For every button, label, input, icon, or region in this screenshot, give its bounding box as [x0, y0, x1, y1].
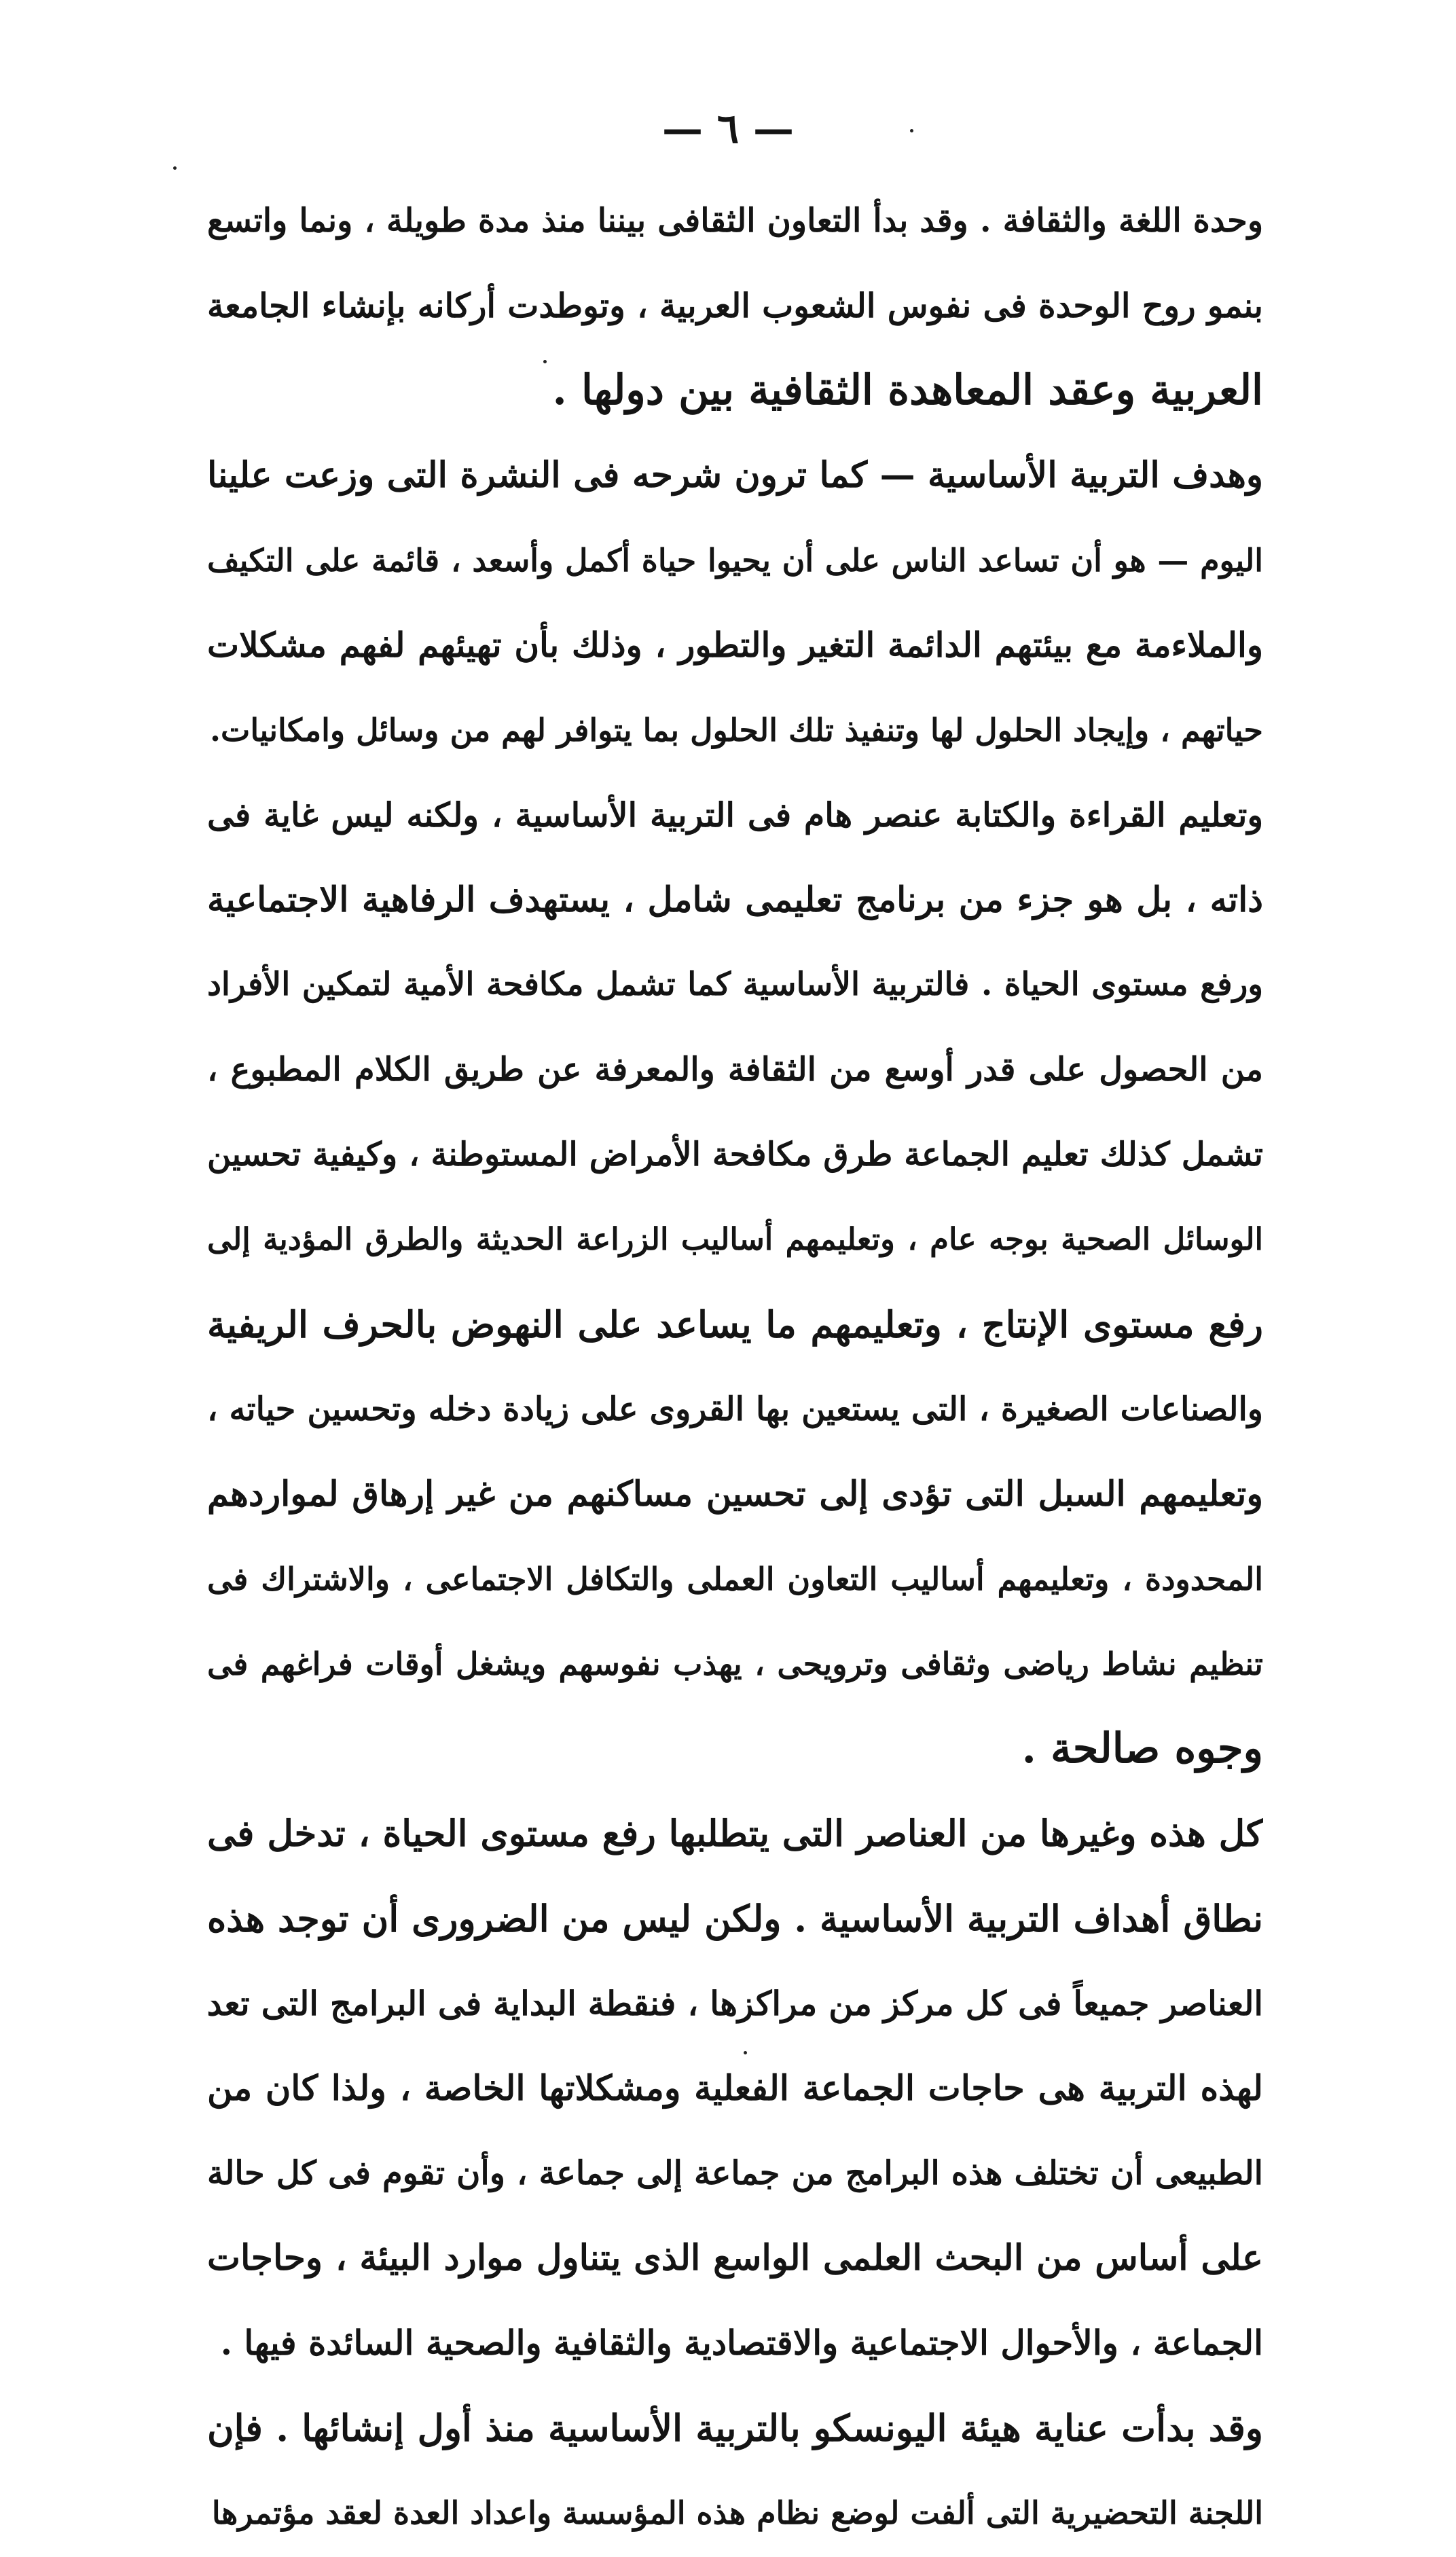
text-line: وحدة اللغة والثقافة . وقد بدأ التعاون الثقافى بيننا منذ مدة طويلة ، ونما واتسع — [207, 202, 1263, 240]
text-line: رفع مستوى الإنتاج ، وتعليمهم ما يساعد على النهوض بالحرف الريفية — [207, 1303, 1263, 1346]
text-line: وقد بدأت عناية هيئة اليونسكو بالتربية الأساسية منذ أول إنشائها . فإن — [207, 2406, 1263, 2450]
text-line: الوسائل الصحية بوجه عام ، وتعليمهم أساليب الزراعة الحديثة والطرق المؤدية إلى — [207, 1221, 1263, 1257]
scan-speck — [543, 360, 547, 363]
scan-speck — [910, 129, 913, 132]
text-line: العربية وعقد المعاهدة الثقافية بين دولها . — [552, 366, 1263, 414]
text-line: وهدف التربية الأساسية — كما ترون شرحه فى النشرة التى وزعت علينا — [207, 454, 1263, 496]
text-line: المحدودة ، وتعليمهم أساليب التعاون العملى والتكافل الاجتماعى ، والاشتراك فى — [207, 1561, 1263, 1597]
page-number: — ٦ — — [661, 105, 794, 153]
scan-speck — [173, 166, 177, 170]
text-line: من الحصول على قدر أوسع من الثقافة والمعرفة عن طريق الكلام المطبوع ، — [207, 1051, 1263, 1089]
text-line: تشمل كذلك تعليم الجماعة طرق مكافحة الأمراض المستوطنة ، وكيفية تحسين — [207, 1136, 1263, 1174]
text-line: والملاءمة مع بيئتهم الدائمة التغير والتطور ، وذلك بأن تهيئهم لفهم مشكلات — [207, 625, 1263, 665]
text-line: العناصر جميعاً فى كل مركز من مراكزها ، فنقطة البداية فى البرامج التى تعد — [207, 1984, 1263, 2023]
text-line: وجوه صالحة . — [1021, 1724, 1263, 1773]
text-line: الجماعة ، والأحوال الاجتماعية والاقتصادية والثقافية والصحية السائدة فيها . — [220, 2323, 1263, 2363]
body-text — [207, 180, 1263, 2557]
text-line: والصناعات الصغيرة ، التى يستعين بها القروى على زيادة دخله وتحسين حياته ، — [207, 1390, 1263, 1428]
text-line: لهذه التربية هى حاجات الجماعة الفعلية ومشكلاتها الخاصة ، ولذا كان من — [207, 2068, 1263, 2109]
text-line: اللجنة التحضيرية التى ألفت لوضع نظام هذه المؤسسة واعداد العدة لعقد مؤتمرها — [211, 2495, 1263, 2531]
text-line: ورفع مستوى الحياة . فالتربية الأساسية كما تشمل مكافحة الأمية لتمكين الأفراد — [207, 966, 1263, 1003]
text-line: وتعليمهم السبل التى تؤدى إلى تحسين مساكنهم من غير إرهاق لمواردهم — [207, 1474, 1263, 1515]
text-line: كل هذه وغيرها من العناصر التى يتطلبها رفع مستوى الحياة ، تدخل فى — [207, 1813, 1263, 1855]
scan-speck — [744, 2051, 747, 2054]
text-line: اليوم — هو أن تساعد الناس على أن يحيوا حياة أكمل وأسعد ، قائمة على التكيف — [207, 542, 1263, 579]
text-line: حياتهم ، وإيجاد الحلول لها وتنفيذ تلك الحلول بما يتوافر لهم من وسائل وامكانيات. — [210, 712, 1263, 748]
text-line: على أساس من البحث العلمى الواسع الذى يتناول موارد البيئة ، وحاجات — [207, 2237, 1263, 2279]
text-line: الطبيعى أن تختلف هذه البرامج من جماعة إلى جماعة ، وأن تقوم فى كل حالة — [207, 2154, 1263, 2192]
text-line: ذاته ، بل هو جزء من برنامج تعليمى شامل ، يستهدف الرفاهية الاجتماعية — [207, 879, 1263, 920]
text-line: وتعليم القراءة والكتابة عنصر هام فى التربية الأساسية ، ولكنه ليس غاية فى — [207, 795, 1263, 835]
text-line: تنظيم نشاط رياضى وثقافى وترويحى ، يهذب نفوسهم ويشغل أوقات فراغهم فى — [207, 1646, 1263, 1682]
text-line: بنمو روح الوحدة فى نفوس الشعوب العربية ، وتوطدت أركانه بإنشاء الجامعة — [207, 286, 1263, 325]
text-line: نطاق أهداف التربية الأساسية . ولكن ليس من الضرورى أن توجد هذه — [207, 1897, 1263, 1940]
